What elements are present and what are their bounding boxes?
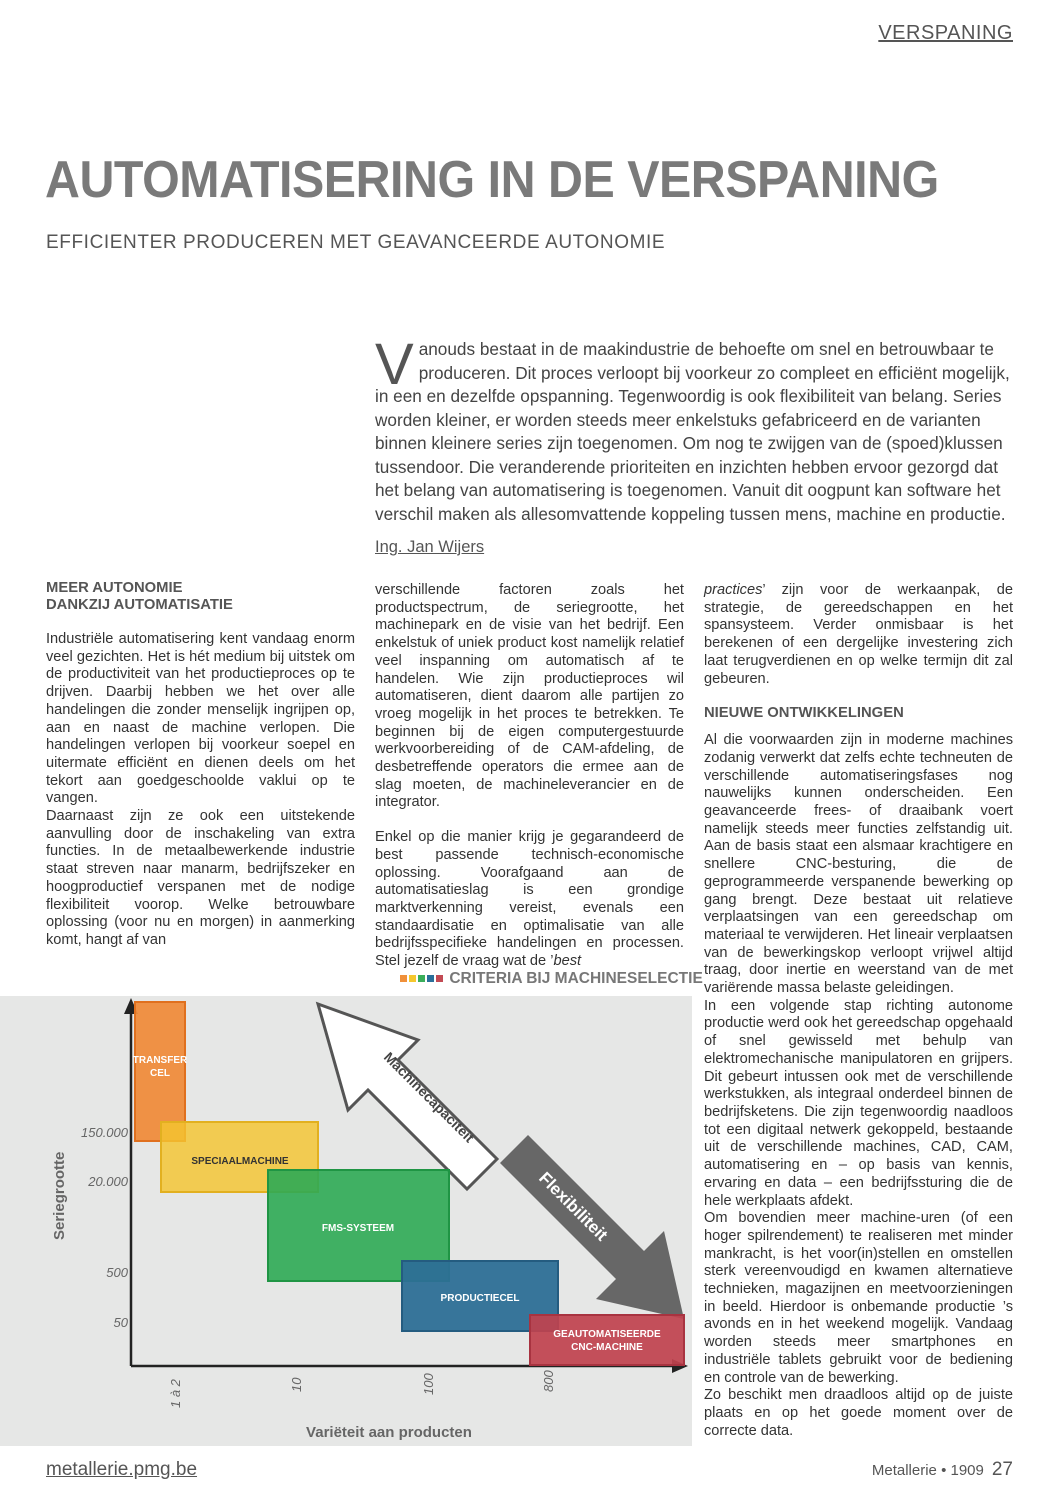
heading-meer-autonomie	[46, 580, 355, 614]
box-label: TRANSFER	[132, 1055, 188, 1066]
chart-panel	[0, 996, 692, 1446]
box-geautomatiseerde-cnc	[530, 1315, 684, 1365]
x-tick: 1 à 2	[168, 1379, 183, 1408]
arrow-outline-shape	[318, 1004, 497, 1189]
column-3	[704, 582, 1013, 1440]
paragraph: Zo beschikt men draadloos altijd op de juiste plaats en op het goede moment over de correcte data.	[704, 1387, 1013, 1439]
column-2	[375, 582, 684, 971]
heading-nieuwe-ontwikkelingen: NIEUWE ONTWIKKELINGEN	[704, 705, 904, 722]
paragraph-text: Enkel op die manier krijg je gegarandeerd de best passende technisch-economische oplossing. Voorafgaand aan de automatisatieslag is een grondige marktverkenning vereist, evenals een standaardisatie en optimalisatie van alle bedrijfsspecifieke handelingen en processen. Stel jezelf de vraag wat de ’	[375, 829, 684, 970]
x-tick: 100	[421, 1373, 436, 1395]
chart-title	[400, 970, 703, 988]
color-square-icon	[418, 975, 425, 982]
paragraph: verschillende factoren zoals het productspectrum, de seriegrootte, het machinepark en de visie van het bedrijf. Een enkelstuk of uniek product kost namelijk relatief veel inspanning om automatisch af te handelen. Wie zijn productieproces wil automatiseren, dient daarom alle partijen zo vroeg mogelijk in het proces te betrekken. Te beginnen bij de eigen computergestuurde werkvoorbereiding of de CAM-afdeling, de desbetreffende operators die ermee aan de slag moeten, de machineleverancier en de integrator.	[375, 582, 684, 811]
box-label: CEL	[150, 1068, 170, 1079]
author-link[interactable]: Ing. Jan Wijers	[375, 538, 485, 556]
arrow-label-flexibiliteit: Flexibiliteit	[535, 1168, 612, 1245]
heading-line: DANKZIJ AUTOMATISATIE	[46, 597, 233, 613]
y-tick: 500	[106, 1265, 128, 1280]
intro-paragraph	[375, 332, 1010, 526]
x-tick: 800	[541, 1370, 556, 1392]
box-label: PRODUCTIECEL	[440, 1293, 520, 1304]
paragraph	[375, 829, 684, 971]
publication-issue: Metallerie • 1909	[871, 1462, 984, 1479]
x-tick: 10	[289, 1377, 304, 1392]
box-label: SPECIAALMACHINE	[191, 1156, 289, 1167]
x-axis-label: Variëteit aan producten	[306, 1424, 472, 1441]
heading-line: MEER AUTONOMIE	[46, 580, 183, 596]
y-tick: 50	[113, 1315, 128, 1330]
box-label: CNC-MACHINE	[571, 1342, 643, 1353]
machinecapaciteit-arrow	[318, 1004, 497, 1189]
color-square-icon	[409, 975, 416, 982]
arrow-label-machinecapaciteit: Machinecapaciteit	[380, 1048, 478, 1146]
color-square-icon	[436, 975, 443, 982]
y-tick: 150.000	[81, 1125, 128, 1140]
y-axis-label: Seriegrootte	[51, 1151, 68, 1240]
footer-website-link[interactable]: metallerie.pmg.be	[46, 1459, 198, 1480]
paragraph: Daarnaast zijn ze ook een uitstekende aanvulling door de inschakeling van extra functies. In de metaalbewerkende industrie staat streven naar manarm, bedrijfszeker en hoogproductief verspanen met de nodige flexibiliteit voorop. Welke betrouwbare oplossing (voor nu en morgen) in aanmerking komt, hangt af van	[46, 808, 355, 948]
paragraph	[704, 582, 1013, 688]
box-label: FMS-SYSTEEM	[321, 1223, 395, 1234]
box-label: GEAUTOMATISEERDE	[553, 1329, 661, 1340]
intro-text: anouds bestaat in de maakindustrie de behoefte om snel en betrouwbaar te produceren. Dit proces verloopt bij voorkeur zo compleet en efficiënt mogelijk, in een en dezelfde opspanning. Tegenwoordig is ook flexibiliteit van belang. Series worden kleiner, er worden steeds meer enkelstuks gefabriceerd en de varianten binnen kleinere series zijn toegenomen. Om nog te zwijgen van de (spoed)klussen tussendoor. Die veranderende prioriteiten en inzichten hebben ervoor gezorgd dat het belang van automatisering is toegenomen. Vanuit dit oogpunt kan software het verschil maken als allesomvattende koppeling tussen mens, machine en productie.	[375, 339, 1010, 524]
footer-publication	[872, 1459, 1013, 1481]
paragraph: Industriële automatisering kent vandaag enorm veel gezichten. Het is hét medium bij uitstek om de productiviteit van het productieproces op te drijven. Daarbij hebben we het over alle handelingen die zonder menselijk ingrijpen op, aan en naast de machine verlopen. Die handelingen verlopen bij voorkeur soepel en uitermate efficiënt en dienen deels om het tekort aan goedgeschoolde vaklui op te vangen.	[46, 631, 355, 807]
page-number: 27	[991, 1459, 1013, 1480]
italic-text: practices	[704, 582, 763, 598]
paragraph: Al die voorwaarden zijn in moderne machines zodanig verwerkt dat zelfs echte techneuten de verschillende automatiseringsfases nog nauwelijks kunnen onderscheiden. Een geavanceerde frees- of draaibank voert namelijk steeds meer functies zelfstandig uit. Aan de basis staat een alsmaar krachtigere en snellere CNC-besturing, die de geprogrammeerde verspanende bewerking op gang brengt. Deze bestaat uit relatieve verplaatsingen van een gereedschap om materiaal te verwijderen. Het lineair verplaatsen van de bewerkingskop verloopt vrijwel altijd traag, door inertie en weerstand van de met variërende massa belaste geleidingen.	[704, 732, 1013, 997]
column-1	[46, 580, 355, 950]
article-title: AUTOMATISERING IN DE VERSPANING	[45, 151, 939, 209]
paragraph: Om bovendien meer machine-uren (of een hoger spilrendement) te realiseren met minder mankracht, is het voor(in)stellen en omstellen sterk vereenvoudigd en kwamen alternatieve technieken, magazijnen en meetvoorzieningen in beeld. Hierdoor is onbemande productie ’s avonds en in het weekend mogelijk. Vandaag worden steeds meer smartphones en industriële tablets gebruikt voor de bediening en controle van de bewerking.	[704, 1210, 1013, 1386]
color-square-icon	[427, 975, 434, 982]
box-transfer-cel	[133, 1002, 188, 1141]
section-tag[interactable]: VERSPANING	[878, 22, 1013, 44]
paragraph-text: ’ zijn voor de werkaanpak, de strategie, de gereedschappen en het spansysteem. Verder onmisbaar is het berekenen of een dergelijke investering zich laat terugverdienen en op welke termijn dit zal gebeuren.	[704, 582, 1013, 687]
chart-title-text: CRITERIA BIJ MACHINESELECTIE	[449, 970, 703, 987]
y-tick: 20.000	[88, 1174, 128, 1189]
italic-text: best	[553, 953, 582, 970]
criteria-diagram	[0, 996, 692, 1446]
article-subtitle: EFFICIENTER PRODUCEREN MET GEAVANCEERDE AUTONOMIE	[46, 232, 666, 253]
paragraph: In een volgende stap richting autonome productie werd ook het gereedschap opgehaald of snel gewisseld met behulp van elektromechanische manipulatoren en grijpers. Dit gebeurt intussen ook met de verschillende werkstukken, als integraal onderdeel binnen de bedrijfsketens. Die zijn tegenwoordig naadloos tot een digitaal netwerk gekoppeld, bestaande uit de verschillende machines, CAD, CAM, automatisering en – op basis van kennis, ervaring en data – een bedrijfssturing die de hele werkplaats afdekt.	[704, 997, 1013, 1209]
dropcap: V	[375, 332, 414, 397]
color-square-icon	[400, 975, 407, 982]
